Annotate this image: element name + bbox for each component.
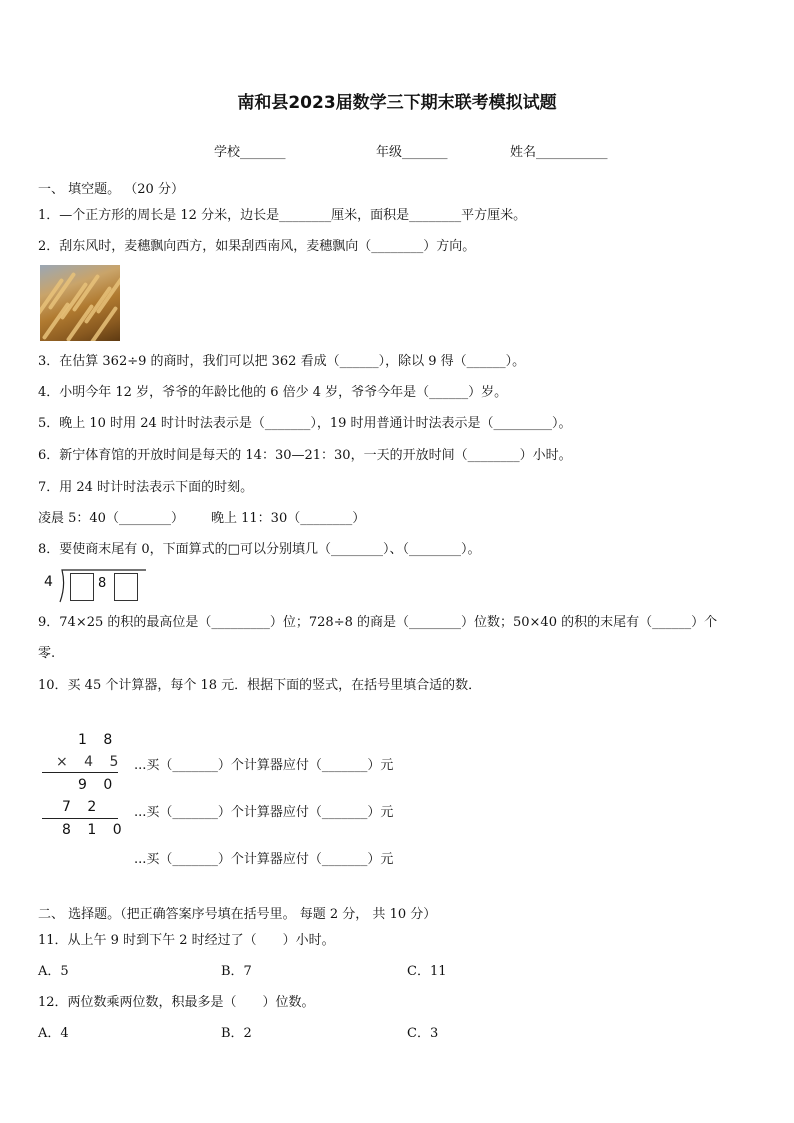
question-9-continued: 零. (38, 646, 56, 661)
calc-line-1 (42, 772, 118, 773)
question-11: 11．从上午 9 时到下午 2 时经过了（ ）小时。 (38, 933, 335, 948)
section-choice-heading: 二、 选择题。（把正确答案序号填在括号里。 每题 2 分， 共 10 分） (38, 907, 437, 922)
q12-option-c: C．3 (407, 1026, 439, 1041)
blank-box-2 (114, 573, 138, 601)
section-fill-in-heading: 一、 填空题。 （20 分） (38, 182, 184, 197)
question-5: 5．晚上 10 时用 24 时计时法表示是（_______），19 时用普通计时法表示是（_________）。 (38, 416, 572, 431)
q10-line-2: ...买（_______）个计算器应付（_______）元 (134, 805, 394, 820)
question-9: 9．74×25 的积的最高位是（_________）位；728÷8 的商是（________）位数；50×40 的积的末尾有（______）个 (38, 615, 718, 630)
q12-option-b: B．2 (221, 1026, 252, 1041)
page-title: 南和县2023届数学三下期末联考模拟试题 (237, 93, 557, 113)
q10-line-1: ...买（_______）个计算器应付（_______）元 (134, 758, 394, 773)
divisor: 4 (44, 574, 53, 590)
q12-option-a: A．4 (38, 1026, 69, 1041)
name-field: 姓名___________ (510, 145, 608, 160)
question-7: 7．用 24 时计时法表示下面的时刻。 (38, 480, 254, 495)
question-8: 8．要使商末尾有 0，下面算式的□可以分别填几（________）、（________）。 (38, 542, 481, 557)
wheat-image (40, 265, 120, 341)
question-6: 6．新宁体育馆的开放时间是每天的 14：30—21：30，一天的开放时间（________）小时。 (38, 448, 572, 463)
blank-box-1 (70, 573, 94, 601)
dividend-digit: 8 (98, 576, 107, 591)
calc-row-4: 7 2 (62, 799, 103, 815)
question-10: 10．买 45 个计算器，每个 18 元．根据下面的竖式，在括号里填合适的数． (38, 678, 482, 693)
q11-option-a: A．5 (38, 964, 69, 979)
question-4: 4．小明今年 12 岁，爷爷的年龄比他的 6 倍少 4 岁，爷爷今年是（______）岁。 (38, 385, 508, 400)
calc-line-2 (42, 818, 118, 819)
q11-option-c: C．11 (407, 964, 447, 979)
question-12: 12．两位数乘两位数，积最多是（ ）位数。 (38, 995, 315, 1010)
question-1: 1．—个正方形的周长是 12 分米，边长是________厘米，面积是________平方厘米。 (38, 208, 527, 223)
question-7a: 凌晨 5：40（________） (38, 511, 184, 526)
grade-field: 年级_______ (376, 145, 448, 160)
question-2: 2．刮东风时，麦穗飘向西方，如果刮西南风，麦穗飘向（________）方向。 (38, 239, 476, 254)
calc-row-5: 8 1 0 (62, 822, 128, 838)
school-field: 学校_______ (214, 145, 286, 160)
question-3: 3．在估算 362÷9 的商时，我们可以把 362 看成（______），除以 9 得（______）。 (38, 354, 526, 369)
calc-row-2: × 4 5 (56, 754, 125, 770)
q11-option-b: B．7 (221, 964, 252, 979)
question-7b: 晚上 11：30（________） (211, 511, 366, 526)
calc-row-3: 9 0 (78, 777, 119, 793)
q10-line-3: ...买（_______）个计算器应付（_______）元 (134, 852, 394, 867)
calc-row-1: 1 8 (78, 732, 119, 748)
